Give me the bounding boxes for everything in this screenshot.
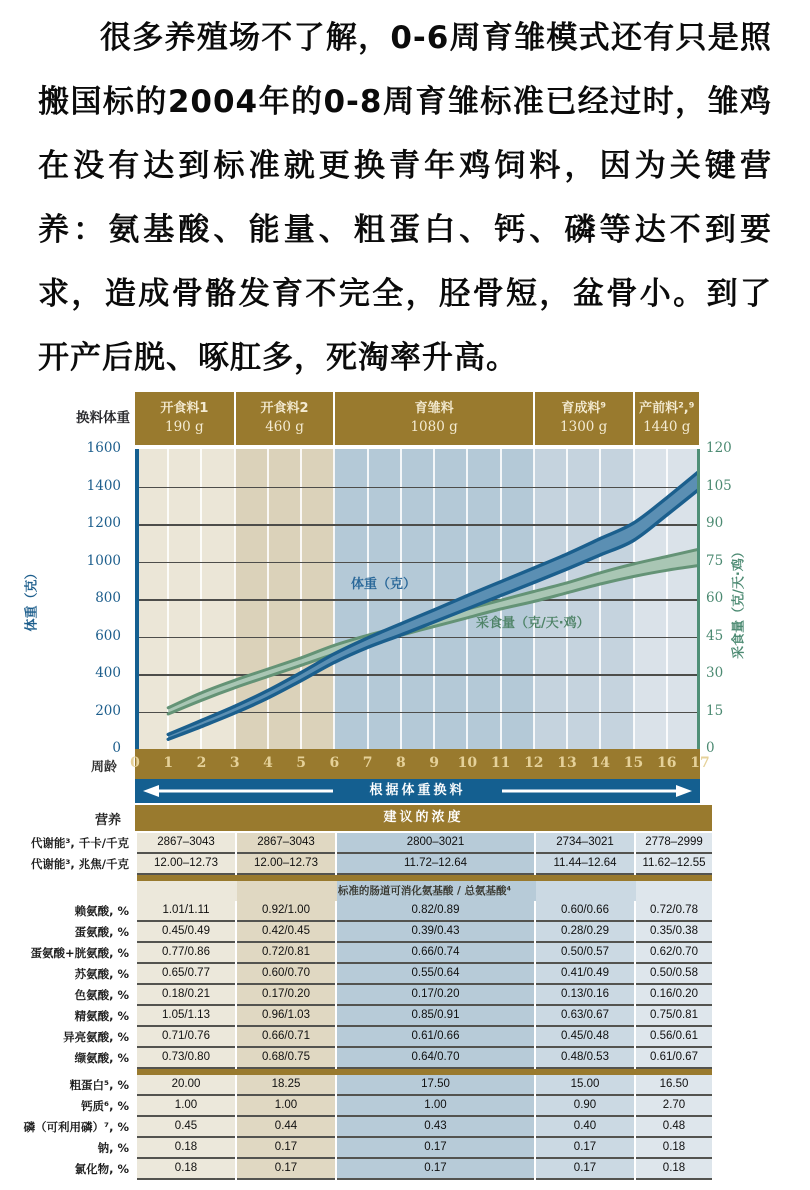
table-cell: 0.66/0.74 (337, 943, 534, 964)
right-axis-tick: 45 (706, 627, 724, 644)
table-cell: 18.25 (237, 1075, 335, 1096)
table-cell: 1.01/1.11 (137, 901, 235, 922)
row-label: 粗蛋白⁵, % (69, 1078, 129, 1092)
table-cell: 1.05/1.13 (137, 1006, 235, 1027)
phase-name: 开食料2 (260, 401, 309, 416)
left-axis-tick: 1600 (86, 440, 121, 456)
table-cell: 11.72–12.64 (337, 854, 534, 875)
row-label: 钠, % (97, 1141, 129, 1155)
phase-amount: 190 g (165, 419, 204, 435)
row-label: 代谢能³, 千卡/千克 (30, 836, 129, 850)
left-axis-line (135, 449, 139, 749)
x-axis-tick: 13 (557, 755, 577, 771)
left-axis-tick: 1400 (86, 477, 121, 494)
table-cell: 0.18/0.21 (137, 985, 235, 1006)
table-cell: 0.35/0.38 (636, 922, 712, 943)
right-axis-tick: 0 (706, 740, 715, 756)
nutrition-table (0, 833, 712, 1180)
table-cell: 1.00 (137, 1096, 235, 1117)
table-cell: 0.48/0.53 (536, 1048, 634, 1069)
table-cell: 0.72/0.81 (237, 943, 335, 964)
table-cell: 0.18 (137, 1138, 235, 1159)
table-cell: 0.68/0.75 (237, 1048, 335, 1069)
table-cell: 0.17 (536, 1159, 634, 1180)
right-axis-title: 采食量（克/天·鸡） (731, 545, 747, 659)
table-cell: 0.77/0.86 (137, 943, 235, 964)
table-cell: 0.40 (536, 1117, 634, 1138)
table-cell: 0.45/0.48 (536, 1027, 634, 1048)
table-cell: 0.17/0.20 (237, 985, 335, 1006)
left-axis-tick: 800 (95, 590, 121, 606)
row-label: 蛋氨酸+胱氨酸, % (30, 946, 129, 960)
x-axis-tick: 10 (457, 755, 478, 771)
x-axis-tick: 16 (657, 755, 677, 771)
table-cell: 1.00 (337, 1096, 534, 1117)
table-cell: 0.17 (536, 1138, 634, 1159)
table-cell: 0.55/0.64 (337, 964, 534, 985)
x-axis-strip (91, 749, 710, 779)
table-cell: 0.42/0.45 (237, 922, 335, 943)
table-cell: 0.17 (337, 1159, 534, 1180)
table-cell: 0.17 (337, 1138, 534, 1159)
left-axis-tick: 1000 (86, 552, 121, 569)
phase-header-cell (236, 392, 334, 445)
table-cell: 0.64/0.70 (337, 1048, 534, 1069)
table-subheader: 标准的肠道可消化氨基酸 / 总氨基酸⁴ (137, 881, 712, 901)
table-cell: 0.92/1.00 (237, 901, 335, 922)
weight-curve-line (168, 471, 700, 735)
x-axis-tick: 1 (163, 755, 174, 771)
phase-amount: 460 g (265, 419, 304, 435)
corner-label: 换料体重 (76, 410, 130, 426)
left-axis-tick: 200 (95, 702, 121, 719)
left-axis-title: 体重（克） (24, 566, 40, 632)
table-cell: 2800–3021 (337, 833, 534, 854)
table-cell: 0.18 (636, 1159, 712, 1180)
table-cell: 2867–3043 (237, 833, 335, 854)
table-cell: 0.62/0.70 (636, 943, 712, 964)
table-cell: 12.00–12.73 (237, 854, 335, 875)
x-axis-tick: 3 (229, 755, 240, 771)
table-cell: 0.45/0.49 (137, 922, 235, 943)
right-axis-tick: 90 (706, 515, 724, 531)
row-label: 氯化物, % (74, 1162, 129, 1176)
table-cell: 12.00–12.73 (137, 854, 235, 875)
recommended-concentration-header: 建议的浓度 (135, 805, 712, 831)
table-cell: 17.50 (337, 1075, 534, 1096)
x-axis-tick: 17 (690, 755, 710, 771)
left-axis-ticks (0, 440, 127, 756)
table-cell: 11.44–12.64 (536, 854, 634, 875)
intake-curve-band (168, 549, 700, 714)
table-cell: 0.71/0.76 (137, 1027, 235, 1048)
table-cell: 0.17 (237, 1159, 335, 1180)
nutrition-label: 营养 (94, 813, 121, 828)
table-cell: 0.45 (137, 1117, 235, 1138)
right-axis-tick: 75 (706, 552, 724, 569)
x-axis-tick: 8 (396, 755, 406, 771)
x-axis-tick: 15 (623, 755, 644, 771)
phase-amount: 1440 g (643, 419, 691, 435)
intake-series-label: 采食量（克/天·鸡） (476, 616, 590, 631)
x-axis-tick: 5 (296, 755, 307, 771)
table-cell: 0.75/0.81 (636, 1006, 712, 1027)
phase-header-cell (535, 392, 633, 445)
phase-header-cell (635, 392, 699, 445)
table-cell: 2.70 (636, 1096, 712, 1117)
table-cell: 15.00 (536, 1075, 634, 1096)
feeding-program-figure (0, 392, 810, 1184)
x-axis-tick: 4 (263, 755, 273, 771)
phase-name: 产前料²,⁹ (639, 401, 695, 416)
phase-amount: 1080 g (410, 419, 458, 435)
table-cell: 0.48 (636, 1117, 712, 1138)
table-cell: 0.63/0.67 (536, 1006, 634, 1027)
left-axis-tick: 400 (95, 665, 121, 681)
phase-header-cell (135, 392, 234, 445)
right-axis-tick: 120 (706, 440, 732, 456)
table-cell: 0.61/0.66 (337, 1027, 534, 1048)
right-axis-tick: 30 (706, 665, 724, 681)
phase-header-cell (335, 392, 532, 445)
row-label: 缬氨酸, % (74, 1051, 129, 1065)
row-label: 钙质⁶, % (81, 1099, 129, 1113)
table-cell: 0.13/0.16 (536, 985, 634, 1006)
x-axis-tick: 2 (196, 755, 207, 771)
table-cell: 0.18 (137, 1159, 235, 1180)
phase-name: 开食料1 (160, 401, 209, 416)
row-label: 色氨酸, % (74, 988, 129, 1002)
table-cell: 0.85/0.91 (337, 1006, 534, 1027)
table-cell: 0.56/0.61 (636, 1027, 712, 1048)
table-cell: 0.50/0.57 (536, 943, 634, 964)
table-cell: 0.17 (237, 1138, 335, 1159)
table-cell: 0.41/0.49 (536, 964, 634, 985)
table-cell: 0.44 (237, 1117, 335, 1138)
table-cell: 0.90 (536, 1096, 634, 1117)
table-cell: 0.96/1.03 (237, 1006, 335, 1027)
intake-curve-line (168, 565, 700, 714)
x-axis-tick: 11 (490, 755, 511, 771)
row-label: 赖氨酸, % (74, 904, 129, 918)
table-cell: 1.00 (237, 1096, 335, 1117)
table-cell: 0.28/0.29 (536, 922, 634, 943)
table-cell: 0.16/0.20 (636, 985, 712, 1006)
x-axis-tick: 14 (590, 755, 611, 771)
subheader-gutter (0, 881, 135, 901)
right-axis-tick: 15 (706, 702, 724, 719)
phase-name: 育雏料 (414, 401, 454, 416)
x-axis-tick: 7 (362, 755, 373, 771)
x-axis-tick: 0 (130, 755, 140, 771)
left-axis-tick: 600 (95, 627, 121, 644)
table-cell: 0.18 (636, 1138, 712, 1159)
row-label: 蛋氨酸, % (74, 925, 129, 939)
right-axis-line (697, 449, 701, 749)
table-cell: 0.60/0.66 (536, 901, 634, 922)
table-cell: 0.50/0.58 (636, 964, 712, 985)
left-axis-tick: 1200 (86, 515, 121, 531)
row-label: 异亮氨酸, % (63, 1030, 129, 1044)
row-label: 磷（可利用磷）⁷, % (23, 1120, 129, 1134)
right-axis-tick: 60 (706, 590, 724, 606)
weight-series-label: 体重（克） (351, 577, 417, 592)
table-cell: 0.43 (337, 1117, 534, 1138)
table-cell: 2867–3043 (137, 833, 235, 854)
phase-name: 育成料⁹ (561, 401, 607, 416)
table-cell: 2778–2999 (636, 833, 712, 854)
table-cell: 0.73/0.80 (137, 1048, 235, 1069)
row-label: 代谢能³, 兆焦/千克 (30, 857, 129, 871)
table-cell: 16.50 (636, 1075, 712, 1096)
right-axis-tick: 105 (706, 477, 732, 494)
row-label: 苏氨酸, % (74, 967, 129, 981)
table-cell: 0.17/0.20 (337, 985, 534, 1006)
table-cell: 0.66/0.71 (237, 1027, 335, 1048)
phase-header-row (135, 392, 700, 445)
table-cell: 0.60/0.70 (237, 964, 335, 985)
phase-amount: 1300 g (560, 419, 608, 435)
table-cell: 0.39/0.43 (337, 922, 534, 943)
table-cell: 0.72/0.78 (636, 901, 712, 922)
x-axis-title: 周龄 (91, 760, 118, 775)
table-cell: 20.00 (137, 1075, 235, 1096)
left-axis-tick: 0 (112, 740, 121, 756)
table-cell: 0.61/0.67 (636, 1048, 712, 1069)
x-axis-tick: 6 (329, 755, 340, 771)
row-label: 精氨酸, % (74, 1009, 129, 1023)
x-axis-tick: 9 (429, 755, 439, 771)
feed-change-label: 根据体重换料 (369, 783, 466, 798)
plot-area (135, 449, 700, 749)
table-cell: 0.65/0.77 (137, 964, 235, 985)
feed-change-bar (135, 779, 700, 803)
intro-paragraph: 很多养殖场不了解，0-6周育雏模式还有只是照搬国标的2004年的0-8周育雏标准已经过时，雏鸡在没有达到标准就更换青年鸡饲料，因为关键营养：氨基酸、能量、粗蛋白、钙、磷等达不到要求，造成骨骼发育不完全，胫骨短，盆骨小。到了开产后脱、啄肛多，死淘率升高。 (38, 20, 772, 376)
table-cell: 2734–3021 (536, 833, 634, 854)
table-cell: 11.62–12.55 (636, 854, 712, 875)
growth-curves (135, 449, 700, 749)
x-axis-tick: 12 (524, 755, 544, 771)
table-cell: 0.82/0.89 (337, 901, 534, 922)
